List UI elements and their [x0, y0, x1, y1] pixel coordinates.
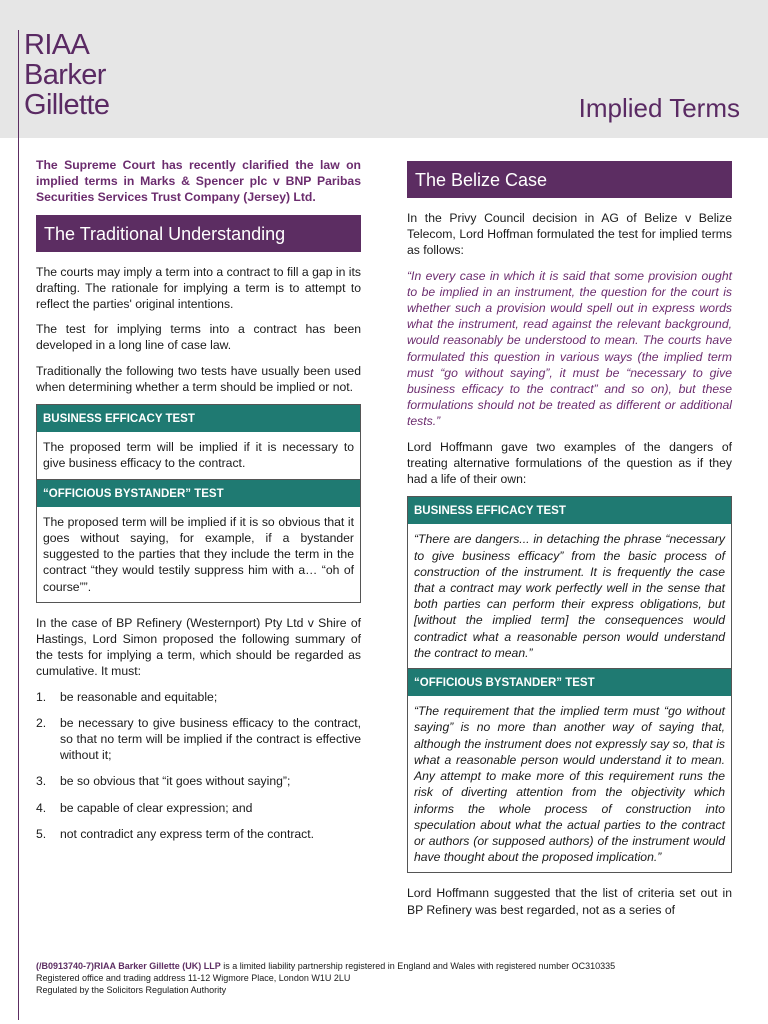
brand-rule	[18, 30, 19, 1020]
body-paragraph: Traditionally the following two tests have usually been used when determining whether a term should be implied or not.	[36, 363, 361, 394]
footer-line-3: Regulated by the Solicitors Regulation Authority	[36, 985, 227, 995]
officious-bystander-text: The proposed term will be implied if it is so obvious that it goes without saying, for example, if a bystander suggested to the parties that they include the term in the contract “they would testily suppress him with a… “oh of course””.	[43, 514, 354, 594]
officious-bystander-quote: “The requirement that the implied term must “go without saying” is no more than another way of saying that, although the instrument does not expressly say so, that is what a reasonable person would understand it to mean. Any attempt to make more of this requirement runs the risk of diverting attention from the objectivity which informs the whole process of construction into speculation about what the actual parties to the contract or authors (or supposed authors) of the instrument would have thought about the proposed implication.”	[414, 704, 725, 865]
list-item	[36, 826, 361, 842]
right-column	[407, 161, 732, 927]
criteria-list	[36, 689, 361, 842]
page-footer	[36, 960, 756, 996]
section-heading-belize: The Belize Case	[407, 161, 732, 198]
list-text: not contradict any express term of the contract.	[60, 826, 315, 841]
company-logo	[24, 30, 109, 120]
business-efficacy-text: The proposed term will be implied if it is necessary to give business efficacy to the contract.	[37, 432, 360, 479]
list-number: 3.	[36, 774, 47, 789]
officious-bystander-heading: “OFFICIOUS BYSTANDER” TEST	[408, 669, 731, 696]
bp-refinery-paragraph: In the case of BP Refinery (Westernport) Pty Ltd v Shire of Hastings, Lord Simon proposed the following summary of the tests for implying a term, which should be regarded as cumulative. It must:	[36, 615, 361, 679]
list-text: be necessary to give business efficacy to the contract, so that no term will be implied if the contract is effective without it;	[60, 715, 361, 763]
list-item	[36, 715, 361, 764]
section-heading-traditional: The Traditional Understanding	[36, 215, 361, 252]
list-item	[36, 689, 361, 705]
list-number: 5.	[36, 826, 47, 841]
business-efficacy-heading: BUSINESS EFFICACY TEST	[37, 405, 360, 432]
logo-line-3: Gillette	[24, 89, 110, 121]
body-paragraph: Lord Hoffmann gave two examples of the dangers of treating alternative formulations of the question as if they had a life of their own:	[407, 439, 732, 487]
left-column	[36, 157, 361, 852]
list-text: be capable of clear expression; and	[60, 800, 253, 815]
tests-box-belize	[407, 496, 732, 873]
hoffman-quote: “In every case in which it is said that some provision ought to be implied in an instrument, the question for the court is whether such a provision would spell out in express words what the instrument, read against the relevant background, would reasonably be understood to mean. The courts have formulated this question in various ways (the implied term must “go without saying”, it must be “necessary to give business efficacy to the contract” and so on), but these formulations should not be treated as different or additional tests.”	[407, 268, 732, 429]
list-item	[36, 800, 361, 816]
footer-reference: (/B0913740-7)RIAA Barker Gillette (UK) LLP	[36, 961, 221, 971]
list-text: be so obvious that “it goes without saying”;	[60, 774, 291, 789]
body-paragraph: The test for implying terms into a contract has been developed in a long line of case law.	[36, 322, 361, 353]
belize-intro-paragraph: In the Privy Council decision in AG of Belize v Belize Telecom, Lord Hoffman formulated the test for implied terms as follows:	[407, 211, 732, 258]
footer-registration: is a limited liability partnership registered in England and Wales with registered number OC310335	[220, 961, 616, 971]
list-number: 4.	[36, 800, 47, 815]
footer-line-1	[36, 960, 756, 972]
footer-line-2: Registered office and trading address 11-12 Wigmore Place, London W1U 2LU	[36, 973, 351, 983]
list-text: be reasonable and equitable;	[60, 689, 218, 704]
list-item	[36, 773, 361, 789]
business-efficacy-quote: “There are dangers... in detaching the phrase “necessary to give business efficacy” from the basic process of construction of the instrument. It is frequently the case that a contract may work perfectly well in the sense that both parties can perform their express obligations, but [without the implied term] the consequences would contradict what a reasonable person would understand the contract to mean.”	[408, 524, 731, 669]
document-title: Implied Terms	[578, 93, 740, 123]
business-efficacy-heading: BUSINESS EFFICACY TEST	[408, 497, 731, 524]
officious-bystander-heading: “OFFICIOUS BYSTANDER” TEST	[37, 480, 360, 507]
list-number: 2.	[36, 715, 47, 730]
logo-line-1: RIAA	[24, 29, 90, 61]
logo-line-2: Barker	[24, 59, 106, 91]
body-paragraph: The courts may imply a term into a contract to fill a gap in its drafting. The rationale for implying a term is to attempt to reflect the parties' original intentions.	[36, 264, 361, 312]
intro-paragraph: The Supreme Court has recently clarified the law on implied terms in Marks & Spencer plc v BNP Paribas Securities Services Trust Company (Jersey) Ltd.	[36, 158, 361, 205]
tests-box-traditional	[36, 404, 361, 603]
closing-paragraph: Lord Hoffmann suggested that the list of criteria set out in BP Refinery was best regarded, not as a series of	[407, 886, 732, 917]
list-number: 1.	[36, 689, 47, 704]
